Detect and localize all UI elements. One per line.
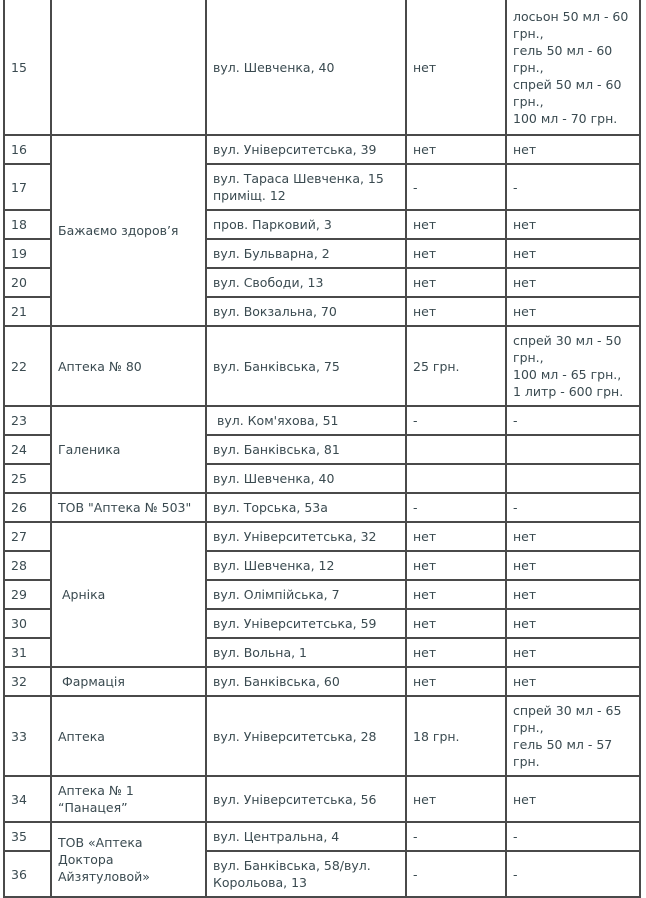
price-1: нет	[406, 609, 506, 638]
row-number: 32	[4, 667, 51, 696]
price-1: -	[406, 822, 506, 851]
address: вул. Шевченка, 40	[206, 0, 406, 135]
address: вул. Олімпійська, 7	[206, 580, 406, 609]
row-number: 24	[4, 435, 51, 464]
price-1: нет	[406, 667, 506, 696]
address: вул. Свободи, 13	[206, 268, 406, 297]
price-2: спрей 30 мл - 50 грн., 100 мл - 65 грн., 1 литр - 600 грн.	[506, 326, 640, 406]
price-2: -	[506, 822, 640, 851]
price-1	[406, 435, 506, 464]
price-2: -	[506, 493, 640, 522]
price-2: нет	[506, 268, 640, 297]
row-number: 22	[4, 326, 51, 406]
price-2: нет	[506, 522, 640, 551]
price-1: 25 грн.	[406, 326, 506, 406]
table-row	[4, 776, 640, 822]
price-2: нет	[506, 210, 640, 239]
price-2: спрей 30 мл - 65 грн., гель 50 мл - 57 грн.	[506, 696, 640, 776]
pharmacy-name: ТОВ "Аптека № 503"	[51, 493, 206, 522]
price-1: нет	[406, 776, 506, 822]
pharmacy-name	[51, 0, 206, 135]
address: вул. Торська, 53а	[206, 493, 406, 522]
table-row	[4, 326, 640, 406]
address: вул. Університетська, 28	[206, 696, 406, 776]
price-2: -	[506, 406, 640, 435]
address: вул. Вокзальна, 70	[206, 297, 406, 326]
price-1: нет	[406, 268, 506, 297]
pharmacy-name: Аптека	[51, 696, 206, 776]
pharmacy-name: Галеника	[51, 406, 206, 493]
price-1: нет	[406, 239, 506, 268]
row-number: 27	[4, 522, 51, 551]
row-number: 23	[4, 406, 51, 435]
table-row	[4, 667, 640, 696]
row-number: 19	[4, 239, 51, 268]
price-2	[506, 464, 640, 493]
row-number: 34	[4, 776, 51, 822]
row-number: 33	[4, 696, 51, 776]
row-number: 29	[4, 580, 51, 609]
address: вул. Шевченка, 12	[206, 551, 406, 580]
row-number: 30	[4, 609, 51, 638]
row-number: 17	[4, 164, 51, 210]
address: вул. Університетська, 39	[206, 135, 406, 164]
price-2: нет	[506, 239, 640, 268]
row-number: 35	[4, 822, 51, 851]
row-number: 18	[4, 210, 51, 239]
table-row	[4, 0, 640, 135]
row-number: 21	[4, 297, 51, 326]
address: вул. Банківська, 81	[206, 435, 406, 464]
price-1: -	[406, 406, 506, 435]
price-1: нет	[406, 210, 506, 239]
address: вул. Ком'яхова, 51	[206, 406, 406, 435]
row-number: 25	[4, 464, 51, 493]
row-number: 28	[4, 551, 51, 580]
price-2: нет	[506, 638, 640, 667]
row-number: 15	[4, 0, 51, 135]
address: вул. Університетська, 59	[206, 609, 406, 638]
price-1: нет	[406, 522, 506, 551]
address: вул. Вольна, 1	[206, 638, 406, 667]
price-1: нет	[406, 580, 506, 609]
price-2: -	[506, 851, 640, 897]
row-number: 26	[4, 493, 51, 522]
price-1: -	[406, 851, 506, 897]
table-row	[4, 135, 640, 164]
price-1: 18 грн.	[406, 696, 506, 776]
row-number: 36	[4, 851, 51, 897]
price-2: нет	[506, 135, 640, 164]
pharmacy-name: Фармація	[51, 667, 206, 696]
price-1: -	[406, 493, 506, 522]
address: вул. Університетська, 56	[206, 776, 406, 822]
row-number: 20	[4, 268, 51, 297]
address: вул. Центральна, 4	[206, 822, 406, 851]
pharmacy-name: Аптека № 80	[51, 326, 206, 406]
address: вул. Тараса Шевченка, 15 приміщ. 12	[206, 164, 406, 210]
price-1: -	[406, 164, 506, 210]
price-1	[406, 464, 506, 493]
pharmacy-name: Аптека № 1 “Панацея”	[51, 776, 206, 822]
address: вул. Банківська, 60	[206, 667, 406, 696]
table-row	[4, 493, 640, 522]
price-2: нет	[506, 776, 640, 822]
row-number: 31	[4, 638, 51, 667]
price-1: нет	[406, 0, 506, 135]
address: вул. Бульварна, 2	[206, 239, 406, 268]
pharmacy-name: Арніка	[51, 522, 206, 667]
address: вул. Університетська, 32	[206, 522, 406, 551]
price-2: нет	[506, 551, 640, 580]
price-2	[506, 435, 640, 464]
price-1: нет	[406, 551, 506, 580]
table-row	[4, 522, 640, 551]
price-2: -	[506, 164, 640, 210]
price-1: нет	[406, 638, 506, 667]
price-1: нет	[406, 135, 506, 164]
pharmacy-table-container	[3, 0, 641, 898]
table-row	[4, 696, 640, 776]
price-1: нет	[406, 297, 506, 326]
pharmacy-name: ТОВ «Аптека Доктора Айзятуловой»	[51, 822, 206, 897]
table-row	[4, 822, 640, 851]
price-2: нет	[506, 609, 640, 638]
address: вул. Банківська, 58/вул. Корольова, 13	[206, 851, 406, 897]
price-2: нет	[506, 580, 640, 609]
pharmacy-name: Бажаємо здоров’я	[51, 135, 206, 326]
address: пров. Парковий, 3	[206, 210, 406, 239]
price-2: нет	[506, 297, 640, 326]
price-2: лосьон 50 мл - 60 грн., гель 50 мл - 60 грн., спрей 50 мл - 60 грн., 100 мл - 70 грн.	[506, 0, 640, 135]
address: вул. Банківська, 75	[206, 326, 406, 406]
price-2: нет	[506, 667, 640, 696]
address: вул. Шевченка, 40	[206, 464, 406, 493]
table-row	[4, 406, 640, 435]
pharmacy-table	[3, 0, 641, 898]
row-number: 16	[4, 135, 51, 164]
